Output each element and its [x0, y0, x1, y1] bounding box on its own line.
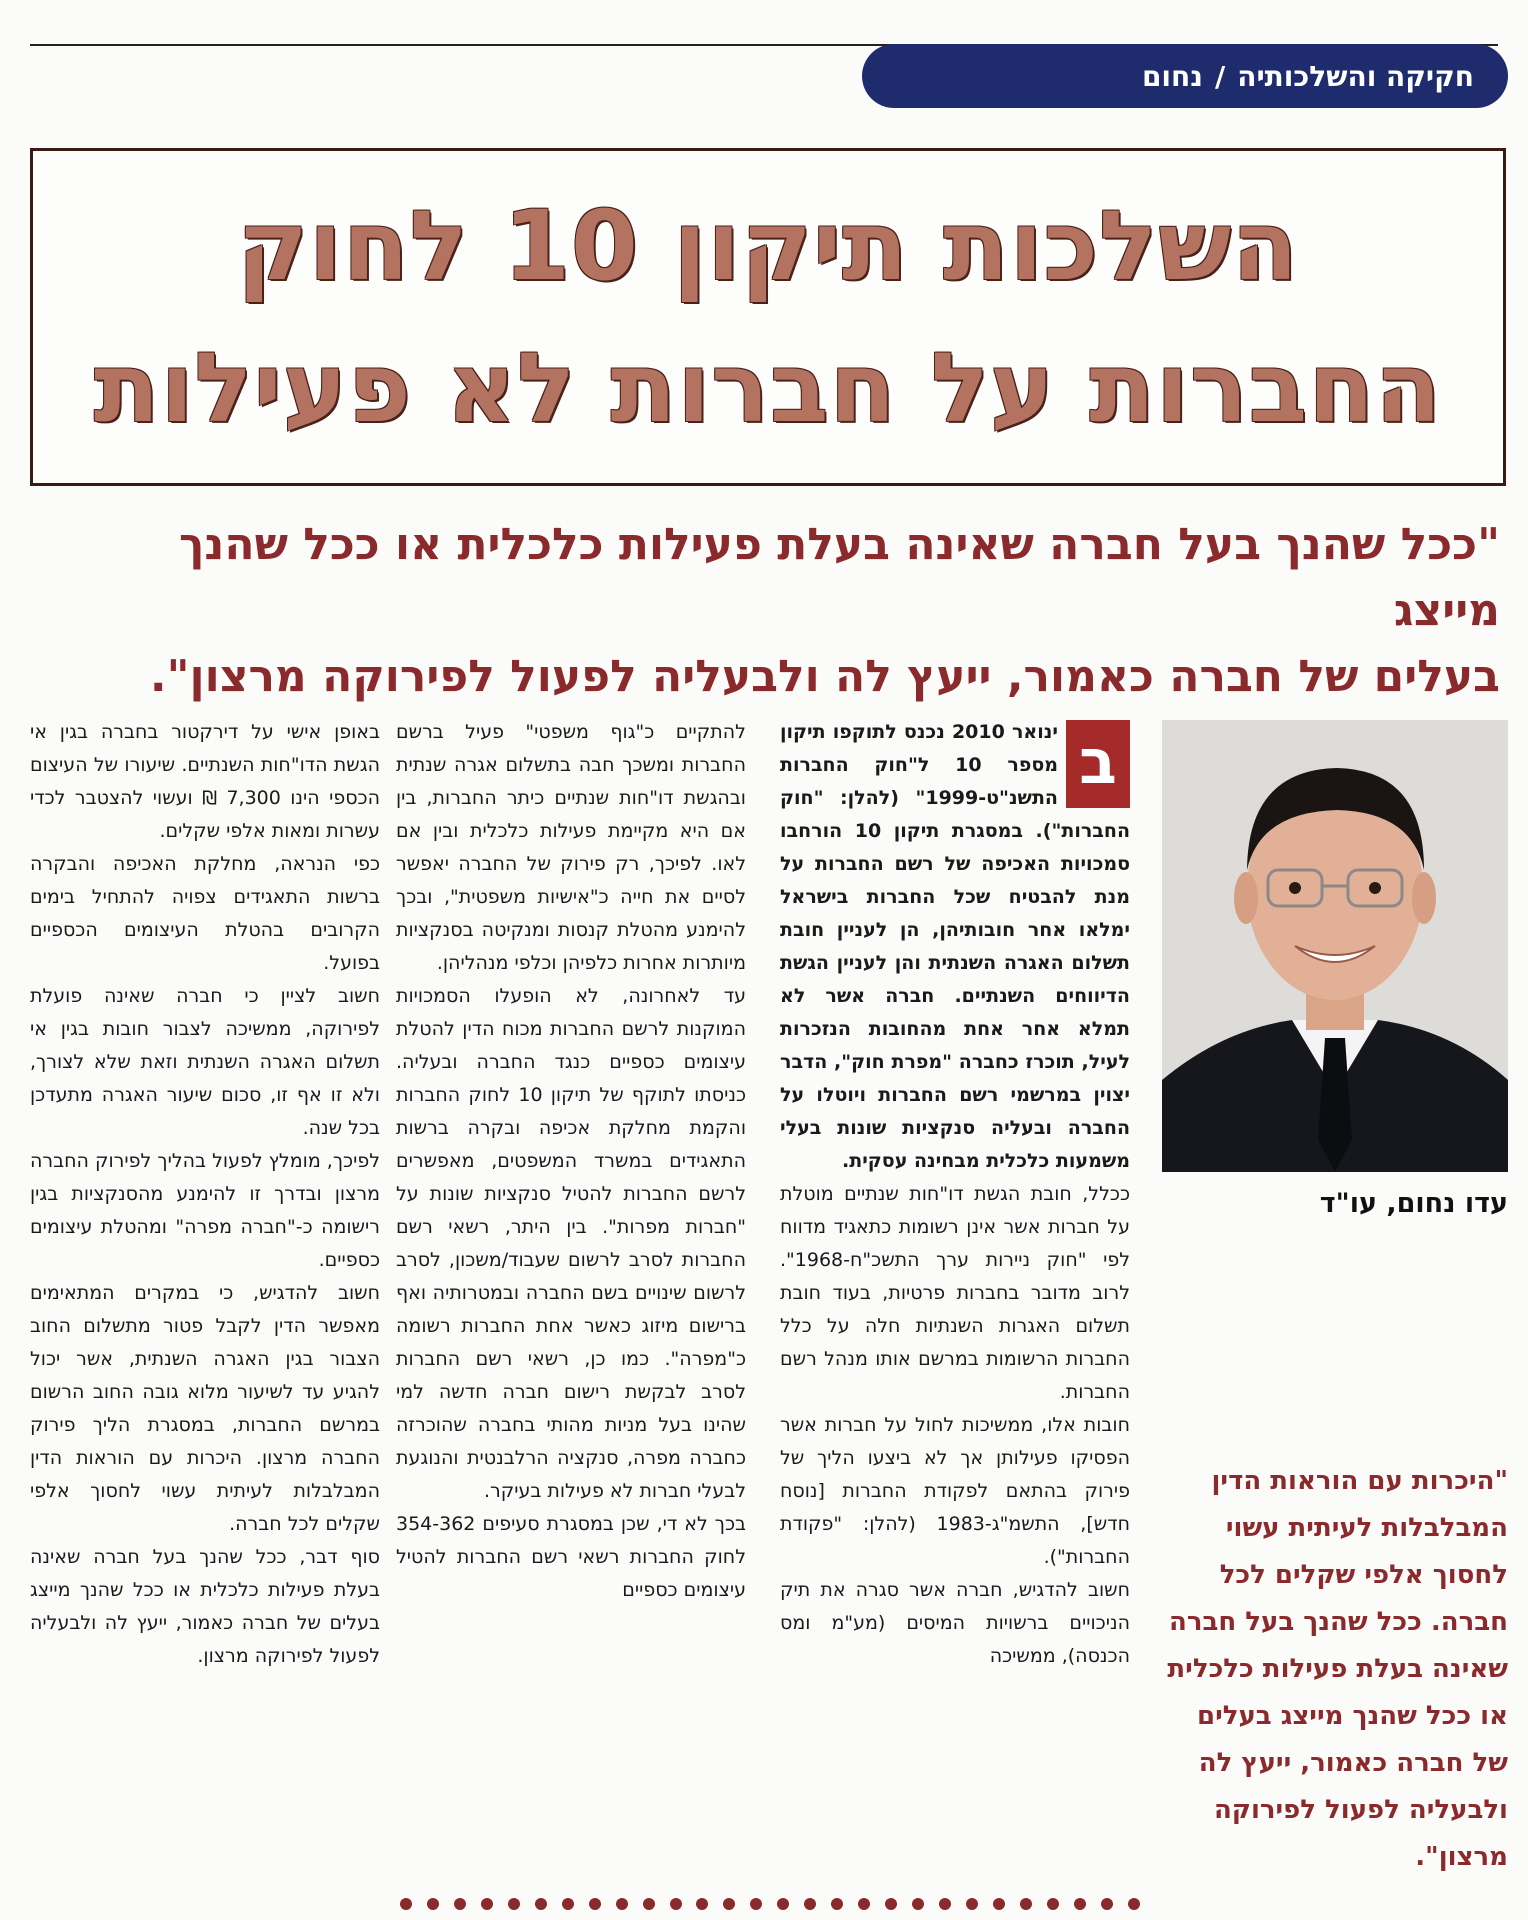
decorative-dot: [696, 1898, 708, 1910]
article-paragraph: להתקיים כ"גוף משפטי" פעיל ברשם החברות ומשכך חבה בתשלום אגרה שנתית ובהגשת דו"חות שנתיים כיתר החברות, בין אם היא מקיימת פעילות כלכלית ובין אם לאו. לפיכך, רק פירוק של החברה יאפשר לסיים את חייה כ"אישיות משפטית", ובכך להימנע מהטלת קנסות ומנקיטה בסנקציות מיותרות אחרות כלפיהן וכלפי מנהליהן.: [396, 721, 746, 974]
drop-cap: ב: [1066, 720, 1130, 808]
article-column-2: [396, 716, 746, 1607]
decorative-dot: [454, 1898, 466, 1910]
article-paragraph: חשוב להדגיש, חברה אשר סגרה את תיק הניכויים ברשויות המיסים (מע"מ ומס הכנסה), ממשיכה: [780, 1579, 1130, 1667]
decorative-dot: [750, 1898, 762, 1910]
decorative-dot: [831, 1898, 843, 1910]
decorative-dot: [562, 1898, 574, 1910]
article-paragraph: חשוב לציין כי חברה שאינה פועלת לפירוקה, ממשיכה לצבור חובות בגין אי תשלום האגרה השנתית וזאת שלא לצורך, ולא זו אף זו, סכום שיעור האגרה מתעדכן בכל שנה.: [30, 985, 380, 1139]
headline-line-1: השלכות תיקון 10 לחוק: [237, 190, 1299, 302]
decorative-dot: [1047, 1898, 1059, 1910]
footer-dot-row: [400, 1898, 1140, 1912]
decorative-dot: [723, 1898, 735, 1910]
article-paragraph: בכך לא די, שכן במסגרת סעיפים 354-362 לחוק החברות רשאי רשם החברות להטיל עיצומים כספיים: [396, 1513, 746, 1601]
decorative-dot: [535, 1898, 547, 1910]
decorative-dot: [939, 1898, 951, 1910]
decorative-dot: [1074, 1898, 1086, 1910]
decorative-dot: [1101, 1898, 1113, 1910]
decorative-dot: [643, 1898, 655, 1910]
section-separator: /: [1214, 59, 1226, 93]
headline-line-2: החברות על חברות לא פעילות: [93, 332, 1443, 444]
decorative-dot: [481, 1898, 493, 1910]
author-caption: עדו נחום, עו"ד: [1319, 1188, 1508, 1219]
article-lead-text: ינואר 2010 נכנס לתוקפו תיקון מספר 10 ל"חוק החברות התשנ"ט-1999" (להלן: "חוק החברות"). במסגרת תיקון 10 הורחבו סמכויות האכיפה של רשם החברות על מנת להבטיח שכל החברות בישראל ימלאו אחר חובותיהן, הן לעניין חובת תשלום האגרה השנתית והן לעניין הגשת הדיווחים השנתיים. חברה אשר לא תמלא אחר אחת מהחובות הנזכרות לעיל, תוכרז כחברה "מפרת חוק", הדבר יצוין במרשמי רשם החברות ויוטלו על החברה ובעליה סנקציות שונות בעלי משמעות כלכלית מבחינה עסקית.: [780, 721, 1130, 1172]
article-column-3: [30, 716, 380, 1673]
pull-quote: [60, 512, 1500, 710]
decorative-dot: [508, 1898, 520, 1910]
decorative-dot: [616, 1898, 628, 1910]
section-banner: [862, 44, 1508, 108]
decorative-dot: [589, 1898, 601, 1910]
headline-box: [30, 148, 1506, 486]
decorative-dot: [1020, 1898, 1032, 1910]
article-paragraph: עד לאחרונה, לא הופעלו הסמכויות המוקנות לרשם החברות מכוח הדין להטלת עיצומים כספיים כנגד החברה ובעליה. כניסתו לתוקף של תיקון 10 לחוק החברות והקמת מחלקת אכיפה ובקרה ברשות התאגידים במשרד המשפטים, מאפשרים לרשם החברות להטיל סנקציות שונות על "חברות מפרות". בין היתר, רשאי רשם החברות לסרב לרשום שעבוד/משכון, לסרב לרשום שינויים בשם החברה ובמטרותיה ואף ברישום מיזוג כאשר אחת החברות רשומה כ"מפרה". כמו כן, רשאי רשם החברות לסרב לבקשת רישום חברה חדשה למי שהינו בעל מניות מהותי בחברה שהוכרזה כחברה מפרה, סנקציה הרלבנטית והנוגעת לבעלי חברות לא פעילות בעיקר.: [396, 985, 746, 1502]
pull-quote-line-2: בעלים של חברה כאמור, ייעץ לה ולבעליה לפעול לפירוקה מרצון".: [149, 651, 1500, 702]
side-quote: "היכרות עם הוראות הדין המבלבלות לעיתית עשוי לחסוך אלפי שקלים לכל חברה. ככל שהנך בעל חברה שאינה בעלת פעילות כלכלית או ככל שהנך מייצג בעלים של חברה כאמור, ייעץ לה ולבעליה לפעול לפירוקה מרצון".: [1167, 1466, 1508, 1872]
section-author: נחום: [1141, 59, 1203, 93]
article-paragraph: באופן אישי על דירקטור בחברה בגין אי הגשת הדו"חות השנתיים. שיעורו של העיצום הכספי הינו 7,300 ₪ ועשוי להצטבר לכדי עשרות ומאות אלפי שקלים.: [30, 721, 380, 842]
author-photo: [1162, 720, 1508, 1172]
decorative-dot: [777, 1898, 789, 1910]
article-paragraph: לפיכך, מומלץ לפעול בהליך לפירוק החברה מרצון ובדרך זו להימנע מהסנקציות בגין רישומה כ-"חברה מפרה" ומהטלת עיצומים כספיים.: [30, 1150, 380, 1271]
article-paragraph: כפי הנראה, מחלקת האכיפה והבקרה ברשות התאגידים צפויה להתחיל בימים הקרובים בהטלת העיצומים הכספיים בפועל.: [30, 853, 380, 974]
decorative-dot: [804, 1898, 816, 1910]
article-column-1: [780, 716, 1130, 1673]
article-paragraph: חשוב להדגיש, כי במקרים המתאימים מאפשר הדין לקבל פטור מתשלום החוב הצבור בגין האגרה השנתית, אשר יכול להגיע עד לשיעור מלוא גובה החוב הרשום במרשם החברות, במסגרת הליך פירוק החברה מרצון. היכרות עם הוראות הדין המבלבלות לעיתית עשוי לחסוך אלפי שקלים לכל חברה.: [30, 1282, 380, 1535]
decorative-dot: [966, 1898, 978, 1910]
decorative-dot: [670, 1898, 682, 1910]
decorative-dot: [993, 1898, 1005, 1910]
decorative-dot: [912, 1898, 924, 1910]
decorative-dot: [1128, 1898, 1140, 1910]
decorative-dot: [400, 1898, 412, 1910]
decorative-dot: [427, 1898, 439, 1910]
decorative-dot: [885, 1898, 897, 1910]
author-portrait-illustration: [1162, 720, 1508, 1172]
article-paragraph: חובות אלו, ממשיכות לחול על חברות אשר הפסיקו פעילותן אך לא ביצעו הליך של פירוק בהתאם לפקודת החברות [נוסח חדש], התשמ"ג-1983 (להלן: "פקודת החברות").: [780, 1414, 1131, 1568]
article-paragraph: סוף דבר, ככל שהנך בעל חברה שאינה בעלת פעילות כלכלית או ככל שהנך מייצג בעלים של חברה כאמור, ייעץ לה ולבעליה לפעול לפירוקה מרצון.: [30, 1546, 380, 1667]
decorative-dot: [858, 1898, 870, 1910]
pull-quote-line-1: "ככל שהנך בעל חברה שאינה בעלת פעילות כלכלית או ככל שהנך מייצג: [178, 519, 1500, 636]
article-lead-paragraph: [780, 716, 1130, 1178]
section-topic: חקיקה והשלכותיה: [1237, 59, 1474, 93]
article-paragraph: ככלל, חובת הגשת דו"חות שנתיים מוטלת על חברות אשר אינן רשומות כתאגיד מדווח לפי "חוק ניירות ערך התשכ"ח-1968". לרוב מדובר בחברות פרטיות, בעוד חובת תשלום האגרות השנתיות חלה על כלל החברות הרשומות במרשם אותו מנהל רשם החברות.: [780, 1183, 1130, 1403]
